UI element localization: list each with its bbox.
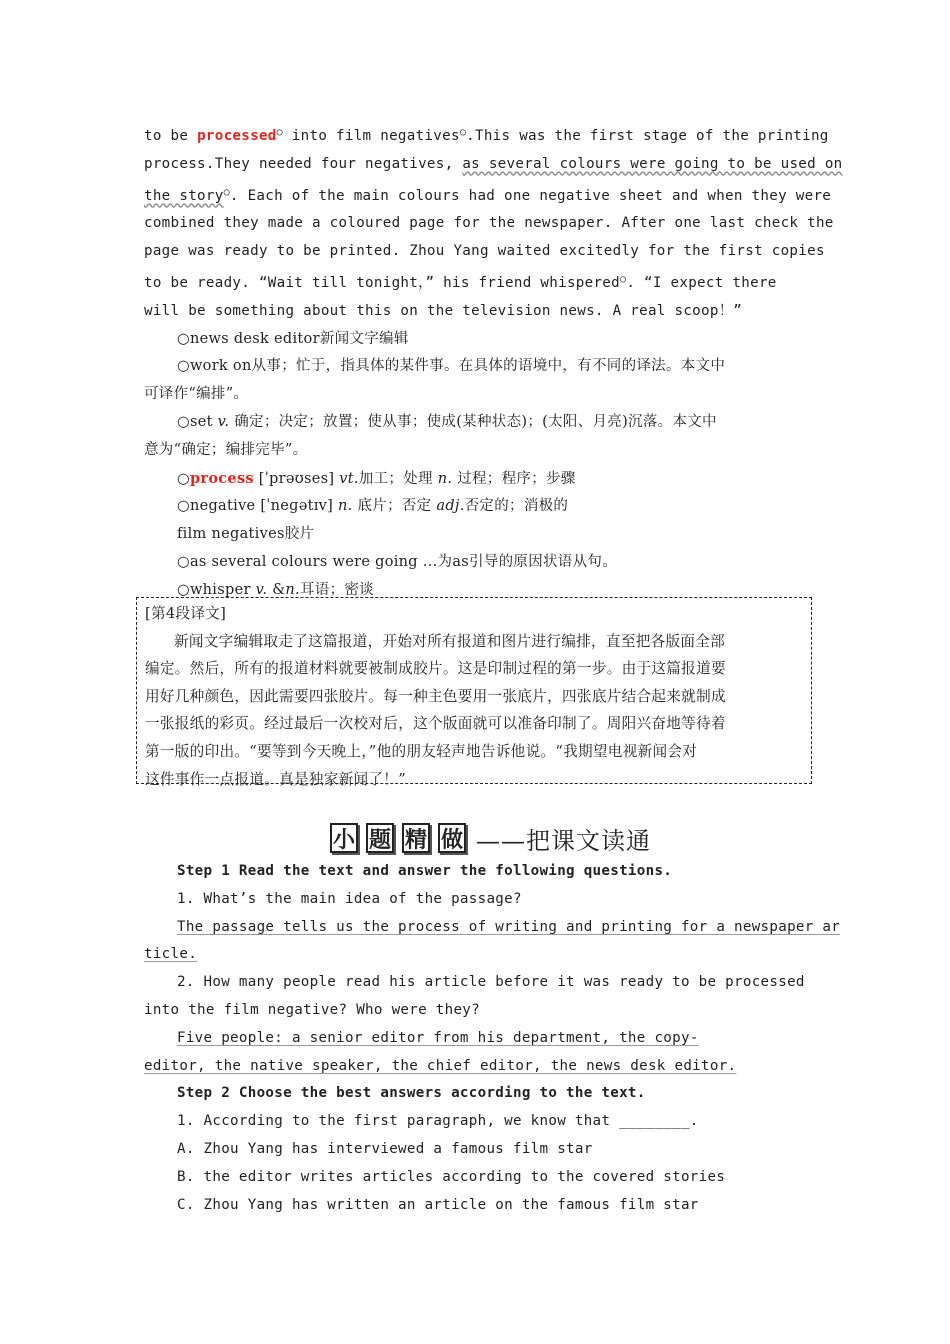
- note-3b: 意为“确定；编排完毕”。: [144, 441, 308, 458]
- translation-label: [第4段译文]: [145, 605, 227, 622]
- step-1-heading: Step 1 Read the text and answer the following questions.: [177, 863, 673, 879]
- heading-box-char: 小: [330, 823, 358, 853]
- pos-tag: v.: [217, 413, 230, 430]
- section-heading: [330, 820, 651, 856]
- translation-line-2: 编定。然后，所有的报道材料就要被制成胶片。这是印制过程的第一步。由于这篇报道要: [145, 660, 726, 678]
- text: ○: [177, 470, 190, 487]
- passage-line-7: will be something about this on the television news. A real scoop！”: [144, 302, 743, 319]
- passage-line-3: [144, 179, 832, 211]
- note-marker: ○: [620, 273, 627, 285]
- heading-box-char: 题: [366, 823, 394, 853]
- question-1: 1. What’s the main idea of the passage?: [177, 890, 522, 907]
- question-2-line-2: into the film negative? Who were they?: [144, 1001, 480, 1018]
- translation-box: [136, 597, 812, 788]
- translation-line-6: 这件事作一点报道。真是独家新闻了！”: [145, 770, 406, 788]
- note-3a: [144, 409, 806, 437]
- passage-line-5: page was ready to be printed. Zhou Yang waited excitedly for the first copies: [144, 243, 825, 260]
- pos-tag: n.: [285, 581, 300, 598]
- option-c: C. Zhou Yang has written an article on the famous film star: [177, 1196, 699, 1213]
- text: process.They needed four negatives,: [144, 155, 463, 172]
- answer-text: ticle.: [144, 946, 198, 963]
- step-2-heading: Step 2 Choose the best answers according to the text.: [177, 1085, 646, 1102]
- questions-block: [144, 858, 841, 1219]
- note-marker: ○: [459, 127, 467, 138]
- text: into film negatives: [282, 128, 460, 144]
- note-6: film negatives胶片: [177, 526, 315, 543]
- answer-2-line-2: [144, 1053, 806, 1081]
- pos-tag: n.: [338, 498, 353, 515]
- text: . “I expect there: [626, 274, 777, 291]
- pos-tag: n.: [437, 470, 453, 487]
- passage-block: [144, 119, 843, 605]
- answer-text: The passage tells us the process of writing and printing for a newspaper ar: [177, 918, 841, 935]
- wavy-underlined-clause: the story: [144, 187, 224, 204]
- keyword-process: process: [189, 469, 254, 487]
- translation-line-3: 用好几种颜色，因此需要四张胶片。每一种主色要用一张底片，四张底片结合起来就制成: [145, 687, 726, 705]
- pos-tag: adj.: [436, 498, 465, 515]
- wavy-underlined-clause: as several colours were going to be used on: [462, 155, 843, 172]
- text: 否定的；消极的: [464, 498, 569, 515]
- note-5: [144, 493, 806, 521]
- heading-title: ——把课文读通: [476, 826, 651, 855]
- answer-2-line-1: [144, 1025, 806, 1053]
- passage-line-4: combined they made a coloured page for the newspaper. After one last check the: [144, 215, 834, 232]
- pos-tag: vt.: [339, 470, 359, 487]
- text: 过程；程序；步骤: [452, 470, 576, 487]
- note-7: ○as several colours were going ...为as引导的原因状语从句。: [177, 553, 618, 570]
- passage-line-1: [144, 119, 829, 151]
- note-2a: ○work on从事；忙于，指具体的某件事。在具体的语境中，有不同的译法。本文中: [177, 358, 726, 375]
- passage-line-6: [144, 266, 806, 298]
- text: ○whisper: [177, 581, 256, 598]
- text: ○set: [177, 413, 218, 430]
- option-b: B. the editor writes articles according to the covered stories: [177, 1168, 726, 1185]
- text: &: [267, 581, 286, 598]
- answer-text: editor, the native speaker, the chief editor, the news desk editor.: [144, 1057, 737, 1074]
- text: 确定；决定；放置；使从事；使成(某种状态)；(太阳、月亮)沉落。本文中: [229, 413, 717, 430]
- phonetic: [ˈprəʊses]: [253, 470, 340, 487]
- note-1: ○news desk editor新闻文字编辑: [177, 330, 409, 347]
- heading-box-char: 精: [402, 823, 430, 853]
- text: 加工；处理: [358, 470, 438, 487]
- option-a: A. Zhou Yang has interviewed a famous film star: [177, 1140, 593, 1157]
- pos-tag: v.: [255, 581, 268, 598]
- text: .This was the first stage of the printing: [466, 128, 829, 144]
- note-marker: ○: [276, 127, 283, 138]
- text: 底片；否定: [352, 498, 437, 515]
- answer-text: Five people: a senior editor from his department, the copy-: [177, 1029, 699, 1046]
- note-marker: ○: [223, 186, 230, 198]
- text: to be: [144, 128, 198, 144]
- keyword-processed: processed: [197, 128, 277, 144]
- note-4: [144, 465, 806, 494]
- text: to be ready. “Wait till tonight，” his friend whispered: [144, 274, 620, 291]
- translation-line-5: 第一版的印出。“要等到今天晚上，”他的朋友轻声地告诉他说。“我期望电视新闻会对: [145, 742, 698, 760]
- question-2-line-1: 2. How many people read his article before it was ready to be processed: [177, 974, 805, 991]
- mc-question-1: 1. According to the first paragraph, we know that ________.: [177, 1113, 699, 1130]
- answer-1-line-1: [144, 914, 841, 942]
- passage-line-2: [144, 151, 843, 179]
- heading-box-char: 做: [438, 823, 466, 853]
- note-2b: 可译作“编排”。: [144, 386, 249, 403]
- answer-1-line-2: [144, 941, 806, 969]
- text: 耳语；密谈: [299, 581, 374, 598]
- text: ○negative [ˈneɡətɪv]: [177, 498, 338, 515]
- translation-line-1: 新闻文字编辑取走了这篇报道，开始对所有报道和图片进行编排，直至把各版面全部: [174, 632, 726, 650]
- translation-line-4: 一张报纸的彩页。经过最后一次校对后，这个版面就可以准备印制了。周阳兴奋地等待着: [145, 715, 726, 733]
- text: . Each of the main colours had one negative sheet and when they were: [229, 187, 832, 204]
